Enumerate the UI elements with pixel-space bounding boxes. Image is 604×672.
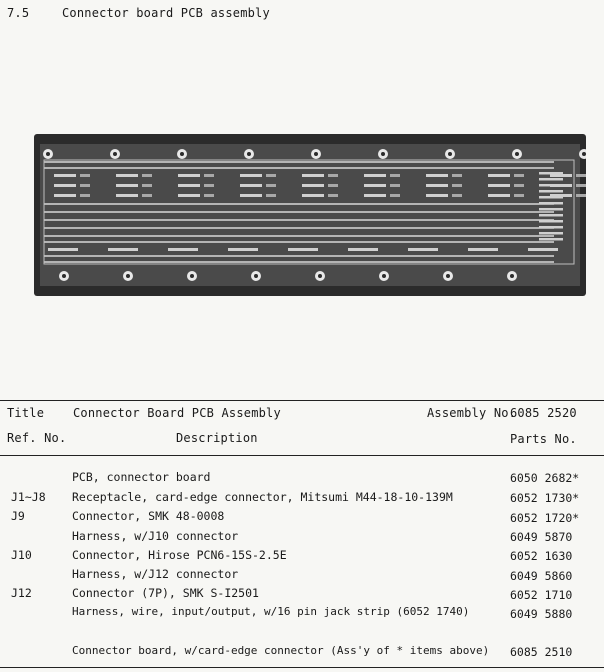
row-parts-no: 6049 5860 (510, 569, 573, 583)
silkscreen-mark (240, 194, 262, 197)
silkscreen-mark (116, 194, 138, 197)
silkscreen-mark (142, 194, 152, 197)
silkscreen-mark (539, 178, 563, 181)
silkscreen-mark (539, 226, 563, 229)
silkscreen-mark (539, 196, 563, 199)
silkscreen-mark (539, 184, 563, 187)
silkscreen-mark (178, 184, 200, 187)
pcb-inner (40, 144, 580, 286)
silkscreen-mark (116, 184, 138, 187)
mount-hole-center (382, 274, 386, 278)
mount-hole-center (381, 152, 385, 156)
row-ref: J9 (11, 509, 25, 523)
silkscreen-mark (240, 174, 262, 177)
silkscreen-mark (142, 174, 152, 177)
silkscreen-mark (142, 184, 152, 187)
silkscreen-mark (539, 190, 563, 193)
row-parts-no: 6052 1710 (510, 588, 573, 602)
silkscreen-mark (80, 174, 90, 177)
mount-hole-center (190, 274, 194, 278)
row-ref: J12 (11, 586, 32, 600)
silkscreen-mark (426, 194, 448, 197)
row-description: Harness, w/J10 connector (72, 529, 239, 543)
mount-hole-center (446, 274, 450, 278)
silkscreen-mark (204, 184, 214, 187)
silkscreen-mark (539, 214, 563, 217)
silkscreen-mark (452, 184, 462, 187)
silkscreen-mark (390, 194, 400, 197)
row-parts-no: 6050 2682* (510, 471, 580, 485)
mount-hole-center (318, 274, 322, 278)
silkscreen-mark (54, 194, 76, 197)
row-ref: J1~J8 (11, 490, 46, 504)
mount-hole-center (510, 274, 514, 278)
silkscreen-mark (514, 174, 524, 177)
assembly-number: 6085 2520 (510, 406, 577, 420)
silkscreen-mark (576, 184, 586, 187)
silkscreen-mark (80, 184, 90, 187)
row-description: Connector, SMK 48-0008 (72, 509, 225, 523)
row-parts-no: 6052 1730* (510, 491, 580, 505)
silkscreen-mark (364, 184, 386, 187)
silkscreen-mark (108, 248, 138, 251)
silkscreen-mark (576, 194, 586, 197)
mount-hole-center (126, 274, 130, 278)
silkscreen-mark (514, 194, 524, 197)
silkscreen-mark (54, 184, 76, 187)
mount-hole-center (254, 274, 258, 278)
silkscreen-mark (204, 174, 214, 177)
table-top-rule (0, 400, 604, 401)
silkscreen-mark (328, 174, 338, 177)
silkscreen-mark (426, 174, 448, 177)
silkscreen-mark (54, 174, 76, 177)
silkscreen-mark (408, 248, 438, 251)
title-label: Title (7, 406, 45, 420)
silkscreen-mark (539, 238, 563, 241)
row-parts-no: 6052 1720* (510, 511, 580, 525)
title-value: Connector Board PCB Assembly (73, 406, 281, 420)
mount-hole-center (247, 152, 251, 156)
silkscreen-mark (488, 174, 510, 177)
row-description: Receptacle, card-edge connector, Mitsumi M44-18-10-139M (72, 490, 453, 504)
row-parts-no: 6049 5870 (510, 530, 573, 544)
silkscreen-mark (204, 194, 214, 197)
mount-hole-center (314, 152, 318, 156)
silkscreen-mark (266, 194, 276, 197)
silkscreen-mark (328, 184, 338, 187)
silkscreen-mark (266, 174, 276, 177)
silkscreen-mark (288, 248, 318, 251)
assembly-label: Assembly No. (427, 406, 517, 420)
mount-hole-center (113, 152, 117, 156)
silkscreen-mark (539, 208, 563, 211)
silkscreen-mark (168, 248, 198, 251)
silkscreen-mark (266, 184, 276, 187)
row-description: Connector (7P), SMK S-I2501 (72, 586, 259, 600)
mount-hole-center (448, 152, 452, 156)
row-parts-no: 6049 5880 (510, 607, 573, 621)
silkscreen-mark (539, 172, 563, 175)
silkscreen-mark (348, 248, 378, 251)
row-parts-no: 6085 2510 (510, 645, 573, 659)
silkscreen-mark (328, 194, 338, 197)
section-number: 7.5 (7, 6, 30, 20)
section-title: Connector board PCB assembly (62, 6, 270, 20)
silkscreen-mark (452, 174, 462, 177)
silkscreen-mark (116, 174, 138, 177)
column-header-ref: Ref. No. (7, 431, 67, 445)
pcb-photo (34, 134, 586, 296)
silkscreen-mark (539, 220, 563, 223)
silkscreen-mark (539, 232, 563, 235)
row-ref: J10 (11, 548, 32, 562)
silkscreen-mark (178, 194, 200, 197)
silkscreen-mark (178, 174, 200, 177)
mount-hole-center (46, 152, 50, 156)
row-description: PCB, connector board (72, 470, 211, 484)
silkscreen-mark (488, 184, 510, 187)
silkscreen-mark (426, 184, 448, 187)
column-header-parts: Parts No. (510, 432, 577, 446)
silkscreen-mark (468, 248, 498, 251)
row-description: Connector, Hirose PCN6-15S-2.5E (72, 548, 287, 562)
mount-hole-center (62, 274, 66, 278)
silkscreen-mark (48, 248, 78, 251)
silkscreen-mark (302, 184, 324, 187)
silkscreen-mark (390, 174, 400, 177)
mount-hole-center (515, 152, 519, 156)
silkscreen-mark (390, 184, 400, 187)
silkscreen-mark (576, 174, 586, 177)
row-parts-no: 6052 1630 (510, 549, 573, 563)
silkscreen-mark (539, 202, 563, 205)
silkscreen-mark (364, 174, 386, 177)
silkscreen-mark (514, 184, 524, 187)
mount-hole-center (180, 152, 184, 156)
table-bottom-rule (0, 667, 604, 668)
row-description: Harness, wire, input/output, w/16 pin jack strip (6052 1740) (72, 605, 470, 618)
silkscreen-mark (80, 194, 90, 197)
mount-hole-center (582, 152, 586, 156)
silkscreen-mark (488, 194, 510, 197)
row-description: Harness, w/J12 connector (72, 567, 239, 581)
silkscreen-mark (364, 194, 386, 197)
table-header-rule (0, 455, 604, 456)
row-description: Connector board, w/card-edge connector (Ass'y of * items above) (72, 644, 490, 657)
silkscreen-mark (302, 194, 324, 197)
silkscreen-mark (228, 248, 258, 251)
column-header-description: Description (176, 431, 258, 445)
silkscreen-mark (240, 184, 262, 187)
silkscreen-mark (528, 248, 558, 251)
silkscreen-mark (302, 174, 324, 177)
silkscreen-mark (452, 194, 462, 197)
